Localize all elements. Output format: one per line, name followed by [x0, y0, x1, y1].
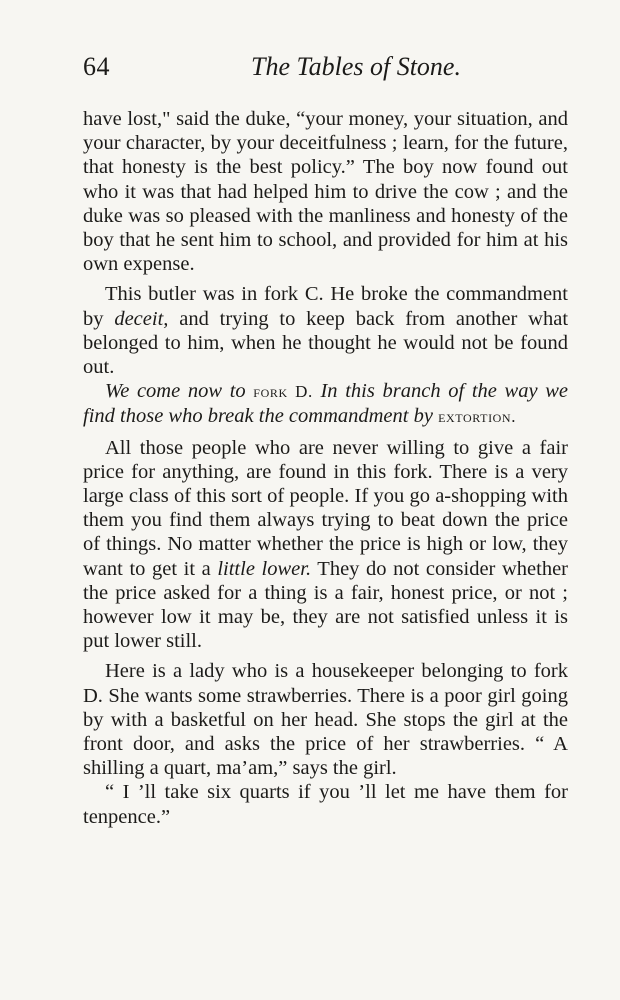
paragraph-text: All those people who are never willing to give a fair price for anything, are found in this fork. There is a very large class of this sort of people. If you go a-shopping with them you find them always trying to beat down the price of things. No matter whether the price is high or low, they want to get it a — [83, 436, 568, 580]
page-header — [83, 52, 573, 88]
small-caps-extortion: extortion. — [438, 407, 517, 427]
paragraph-text: We come now to — [105, 380, 254, 403]
paragraph-housekeeper: Here is a lady who is a housekeeper belonging to fork D. She wants some strawberries. There is a poor girl going by with a basketful on her head. She stops the girl at the front door, and asks the price of her strawberries. “ A shilling a quart, ma’am,” says the girl. — [83, 660, 568, 780]
emphasis-deceit: deceit, — [114, 307, 169, 330]
paragraph-text: They do not consider whether the price asked for a thing is a fair, honest price, or not ; however low it may be, they are not satisfied unless it is put lower still. — [83, 557, 569, 653]
page-number: 64 — [83, 52, 110, 81]
paragraph-text: In this branch of the way we find those who break the commandment by — [83, 380, 568, 428]
paragraph-fair-price — [83, 436, 568, 654]
running-title: The Tables of Stone. — [251, 52, 461, 81]
emphasis-little-lower: little lower. — [217, 557, 312, 580]
paragraph-butler — [83, 282, 568, 379]
paragraph-text: and trying to keep back from another what belonged to him, when he thought he would not be found out. — [83, 307, 569, 379]
small-caps-fork-d: fork D. — [253, 382, 313, 402]
paragraph-continuation: have lost," said the duke, “your money, your situation, and your character, by your deceitfulness ; learn, for the future, that honesty is the best policy.” The boy now found out who it was that had helped him to drive the cow ; and the duke was so pleased with the manliness and honesty of the boy that he sent him to school, and provided for him at his own expense. — [83, 108, 568, 276]
paragraph-fork-d-intro — [83, 379, 568, 429]
paragraph-text: This butler was in fork C. He broke the commandment by — [83, 283, 568, 330]
paragraph-tenpence: “ I ’ll take six quarts if you ’ll let me have them for tenpence.” — [83, 781, 568, 828]
body-text — [83, 107, 568, 835]
